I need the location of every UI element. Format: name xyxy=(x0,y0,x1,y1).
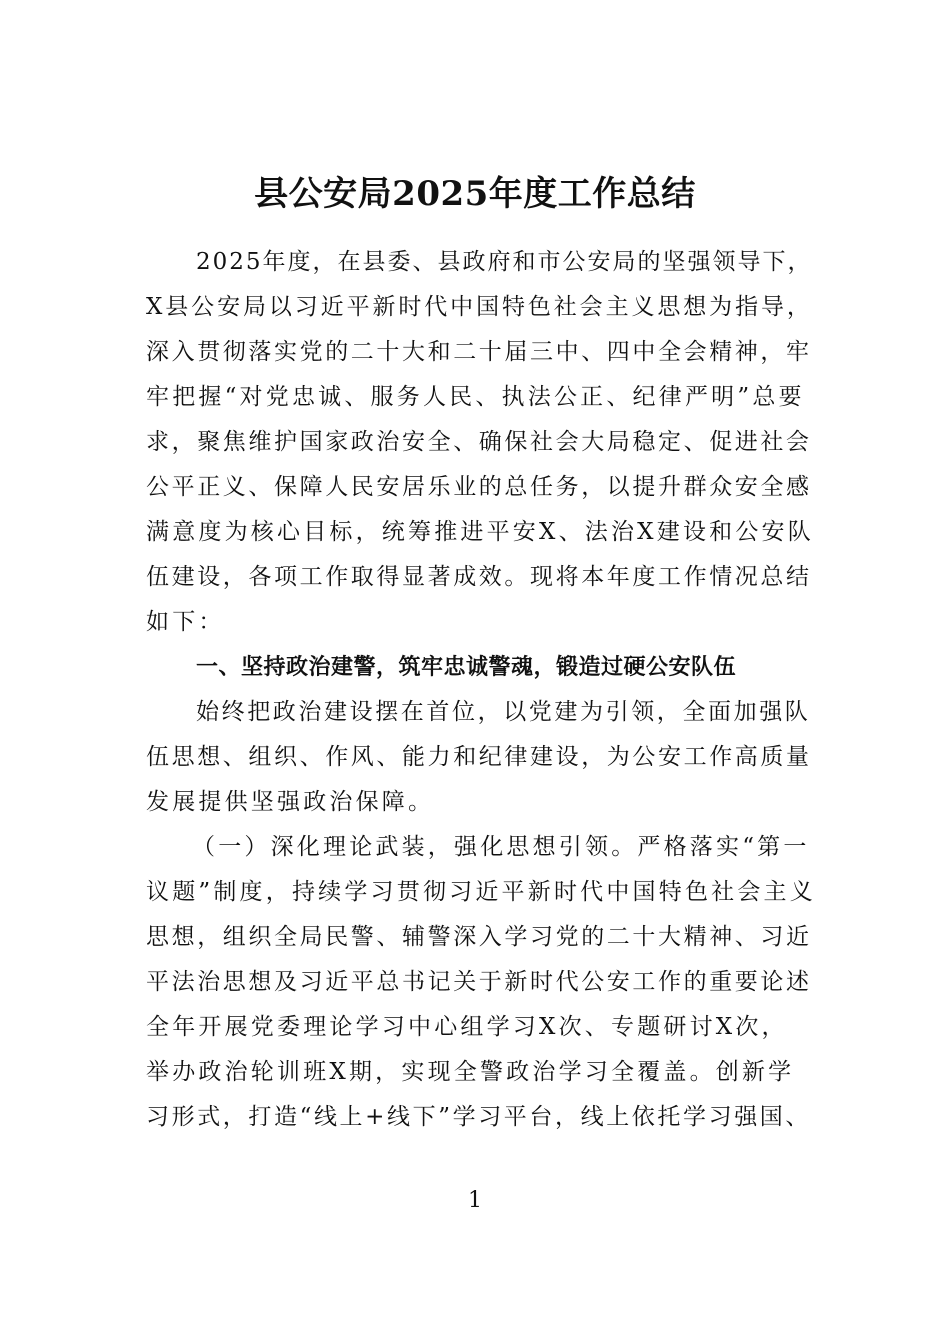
subsection-line: （一）深化理论武装，强化思想引领。严格落实“第一 xyxy=(192,834,810,860)
paragraph-line: 全年开展党委理论学习中心组学习X次、专题研讨X次， xyxy=(146,1014,788,1040)
paragraph-line: 习形式，打造“线上+线下”学习平台，线上依托学习强国、 xyxy=(146,1104,811,1130)
paragraph-line: 公平正义、保障人民安居乐业的总任务，以提升群众安全感 xyxy=(146,474,812,500)
paragraph-line: 伍思想、组织、作风、能力和纪律建设，为公安工作高质量 xyxy=(146,744,812,770)
section-heading: 一、坚持政治建警，筑牢忠诚警魂，锻造过硬公安队伍 xyxy=(196,655,737,680)
paragraph-line: 2025年度，在县委、县政府和市公安局的坚强领导下， xyxy=(196,249,813,275)
paragraph-line: 思想，组织全局民警、辅警深入学习党的二十大精神、习近 xyxy=(146,924,812,950)
paragraph-line: 始终把政治建设摆在首位，以党建为引领，全面加强队 xyxy=(196,699,811,725)
paragraph-line: 伍建设，各项工作取得显著成效。现将本年度工作情况总结 xyxy=(146,564,812,590)
paragraph-line: 举办政治轮训班X期，实现全警政治学习全覆盖。创新学 xyxy=(146,1059,795,1085)
paragraph-line: 如下： xyxy=(146,609,225,635)
page-number: 1 xyxy=(468,1188,482,1213)
paragraph-line: 牢把握“对党忠诚、服务人民、执法公正、纪律严明”总要 xyxy=(146,384,805,410)
paragraph-line: X县公安局以习近平新时代中国特色社会主义思想为指导， xyxy=(146,294,813,320)
document-title: 县公安局2025年度工作总结 xyxy=(254,174,696,214)
document-body xyxy=(146,240,816,1140)
paragraph-line: 发展提供坚强政治保障。 xyxy=(146,789,435,815)
paragraph-line: 满意度为核心目标，统筹推进平安X、法治X建设和公安队 xyxy=(146,519,814,545)
paragraph-line: 平法治思想及习近平总书记关于新时代公安工作的重要论述 xyxy=(146,969,812,995)
paragraph-line: 议题”制度，持续学习贯彻习近平新时代中国特色社会主义 xyxy=(146,879,816,905)
paragraph-line: 求，聚焦维护国家政治安全、确保社会大局稳定、促进社会 xyxy=(146,429,812,455)
paragraph-line: 深入贯彻落实党的二十大和二十届三中、四中全会精神，牢 xyxy=(146,339,812,365)
